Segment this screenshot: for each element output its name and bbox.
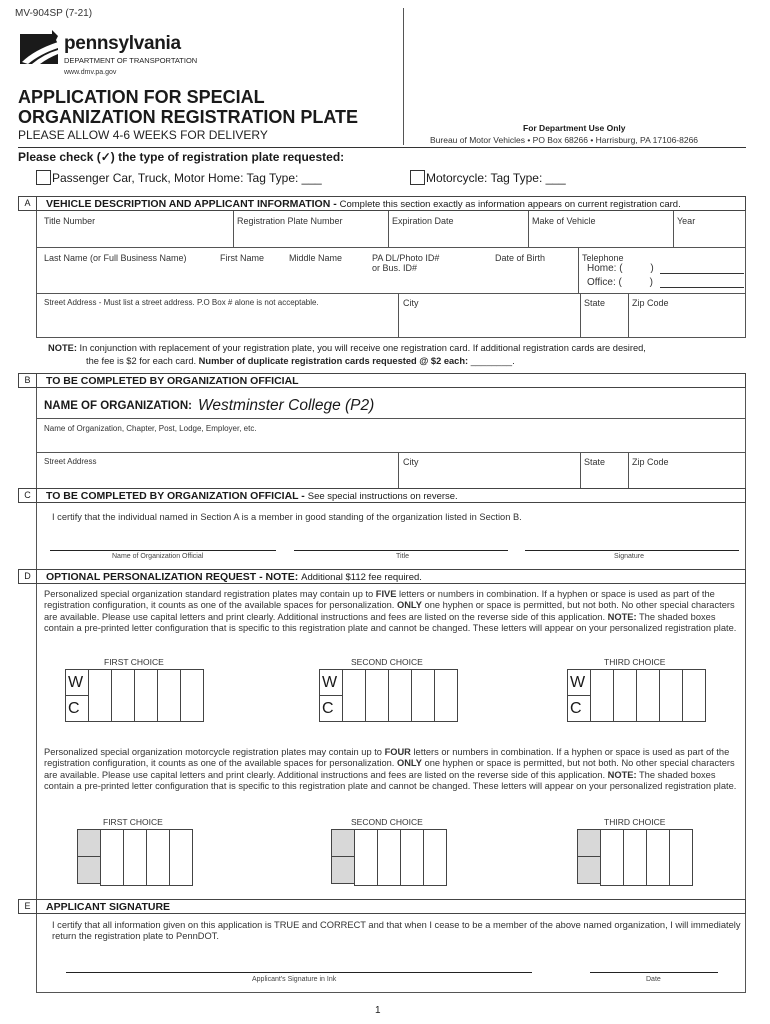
- motorcycle-third-choice-grid: [577, 829, 692, 885]
- char-box[interactable]: [180, 669, 204, 722]
- applicant-certify-text: I certify that all information given on this application is TRUE and CORRECT and that when I cease to be a member of the above named organization, I will immediately return the registration plate to PennDOT.: [52, 920, 741, 942]
- duplicate-cards-blank[interactable]: ________.: [468, 356, 515, 366]
- applicant-signature-line[interactable]: [66, 972, 532, 973]
- char-box[interactable]: [682, 669, 706, 722]
- standard-second-choice-label: SECOND CHOICE: [351, 657, 423, 667]
- motorcycle-third-choice-label: THIRD CHOICE: [604, 817, 666, 827]
- motorcycle-label: Motorcycle: Tag Type: ___: [426, 171, 566, 185]
- motorcycle-first-choice-grid: [77, 829, 192, 885]
- passenger-car-label: Passenger Car, Truck, Motor Home: Tag Type: ___: [52, 171, 322, 185]
- shaded-preprint-cell: [331, 856, 355, 884]
- char-box[interactable]: [169, 829, 193, 886]
- form-title-line1: APPLICATION FOR SPECIAL: [18, 87, 265, 107]
- dob-field[interactable]: Date of Birth: [495, 253, 546, 263]
- pennsylvania-logo: [18, 30, 60, 66]
- expiration-date-field[interactable]: Expiration Date: [392, 216, 454, 226]
- section-a-subtitle: Complete this section exactly as information appears on current registration card.: [339, 199, 681, 210]
- preprint-cell: W: [567, 669, 591, 696]
- char-box[interactable]: [423, 829, 447, 886]
- applicant-date-line[interactable]: [590, 972, 718, 973]
- motorcycle-plate-instructions: Personalized special organization motorcycle registration plates may contain up to FOUR letters or numbers in combination. If a hyphen or space is used as part of the registration configuration, it counts as one of the available spaces for personalization. ONLY one hyphen or space is permitted, but not both. No other special characters are available. Please use capital letters and print clearly. Additional instructions and fees are listed on the reverse side of this application. NOTE: The shaded boxes contain a pre-printed letter configuration that is specific to this registration plate and cannot be changed. These letters will appear on your personalized registration plate.: [44, 747, 737, 791]
- org-state-field[interactable]: State: [584, 457, 606, 467]
- org-name-sublabel: Name of Organization, Chapter, Post, Lodge, Employer, etc.: [44, 424, 257, 433]
- char-box[interactable]: [659, 669, 683, 722]
- preprint-cell: C: [65, 695, 89, 722]
- official-signature-label: Signature: [614, 553, 644, 560]
- section-d-subtitle: Additional $112 fee required.: [301, 572, 422, 583]
- org-name-label: NAME OF ORGANIZATION:: [44, 400, 192, 412]
- official-signature-line[interactable]: [525, 550, 739, 551]
- char-box[interactable]: [388, 669, 412, 722]
- section-c-title: TO BE COMPLETED BY ORGANIZATION OFFICIAL -: [46, 490, 308, 502]
- telephone-label: Telephone: [582, 253, 624, 263]
- preprint-cell: W: [65, 669, 89, 696]
- char-box[interactable]: [342, 669, 366, 722]
- section-e-title: APPLICANT SIGNATURE: [46, 901, 171, 913]
- section-d-title: OPTIONAL PERSONALIZATION REQUEST - NOTE:: [46, 571, 302, 583]
- applicant-date-label: Date: [646, 976, 661, 983]
- passenger-car-checkbox[interactable]: [36, 170, 51, 185]
- standard-second-choice-grid: [319, 669, 457, 721]
- standard-first-choice-grid: [65, 669, 203, 721]
- section-a-right-border: [745, 211, 746, 337]
- org-city-field[interactable]: City: [403, 457, 419, 467]
- char-box[interactable]: [134, 669, 158, 722]
- official-title-label: Title: [396, 553, 409, 560]
- page-number: 1: [375, 1005, 381, 1016]
- section-b-title: TO BE COMPLETED BY ORGANIZATION OFFICIAL: [46, 375, 299, 387]
- org-street-field[interactable]: Street Address: [44, 457, 97, 466]
- section-c-header: [18, 488, 746, 503]
- char-box[interactable]: [146, 829, 170, 886]
- char-box[interactable]: [354, 829, 378, 886]
- shaded-preprint-cell: [77, 829, 101, 857]
- logo-name: pennsylvania: [64, 33, 181, 54]
- official-name-line[interactable]: [50, 550, 276, 551]
- standard-plate-instructions: Personalized special organization standard registration plates may contain up to FIVE letters or numbers in combination. If a hyphen or space is used as part of the registration configuration, it counts as one of the available spaces for personalization. ONLY one hyphen or space is permitted, but not both. No other special characters are available. Please use capital letters and print clearly. Additional instructions and fees are listed on the reverse side of this application. NOTE: The shaded boxes contain a pre-printed letter configuration that is specific to this registration plate and cannot be changed. These letters will appear on your personalized registration plate.: [44, 589, 737, 633]
- standard-third-choice-label: THIRD CHOICE: [604, 657, 666, 667]
- header-divider: [403, 8, 404, 145]
- section-letter: C: [19, 489, 37, 502]
- note-label: NOTE:: [48, 343, 77, 353]
- preprint-cell: W: [319, 669, 343, 696]
- middle-name-field[interactable]: Middle Name: [289, 253, 343, 263]
- char-box[interactable]: [669, 829, 693, 886]
- applicant-signature-label: Applicant's Signature in Ink: [252, 976, 337, 983]
- motorcycle-second-choice-label: SECOND CHOICE: [351, 817, 423, 827]
- shaded-preprint-cell: [331, 829, 355, 857]
- section-letter: A: [19, 197, 37, 210]
- char-box[interactable]: [636, 669, 660, 722]
- motorcycle-first-choice-label: FIRST CHOICE: [103, 817, 163, 827]
- char-box[interactable]: [623, 829, 647, 886]
- preprint-cell: C: [319, 695, 343, 722]
- char-box[interactable]: [111, 669, 135, 722]
- char-box[interactable]: [613, 669, 637, 722]
- first-name-field[interactable]: First Name: [220, 253, 265, 263]
- form-title-line2: ORGANIZATION REGISTRATION PLATE: [18, 107, 358, 127]
- org-zip-field[interactable]: Zip Code: [632, 457, 669, 467]
- char-box[interactable]: [400, 829, 424, 886]
- char-box[interactable]: [590, 669, 614, 722]
- shaded-preprint-cell: [77, 856, 101, 884]
- char-box[interactable]: [157, 669, 181, 722]
- section-letter: B: [19, 374, 37, 387]
- dl-field-line1[interactable]: PA DL/Photo ID#: [372, 253, 440, 263]
- last-name-field[interactable]: Last Name (or Full Business Name): [44, 253, 187, 263]
- char-box[interactable]: [100, 829, 124, 886]
- char-box[interactable]: [88, 669, 112, 722]
- note-text-2: the fee is $2 for each card.: [86, 356, 199, 366]
- shaded-preprint-cell: [577, 856, 601, 884]
- replacement-note-line1: [48, 343, 646, 353]
- preprint-cell: C: [567, 695, 591, 722]
- city-field[interactable]: City: [403, 298, 419, 308]
- section-c-subtitle: See special instructions on reverse.: [307, 491, 458, 502]
- org-certify-text: I certify that the individual named in Section A is a member in good standing of the organization listed in Section B.: [52, 512, 522, 522]
- replacement-note-line2: [86, 356, 515, 366]
- shaded-preprint-cell: [577, 829, 601, 857]
- standard-first-choice-label: FIRST CHOICE: [104, 657, 164, 667]
- section-b-header: [18, 373, 746, 388]
- plate-type-question: Please check (✓) the type of registration plate requested:: [18, 150, 345, 164]
- note-duplicate-cards: Number of duplicate registration cards requested @ $2 each:: [198, 356, 469, 366]
- note-text-1: In conjunction with replacement of your registration plate, you will receive one registration card. If additional registration cards are desired,: [76, 343, 646, 353]
- char-box[interactable]: [600, 829, 624, 886]
- zip-field[interactable]: Zip Code: [632, 298, 669, 308]
- section-a-left-border: [36, 211, 37, 337]
- logo-url: www.dmv.pa.gov: [64, 69, 117, 76]
- dept-use-address: Bureau of Motor Vehicles • PO Box 68266 • Harrisburg, PA 17106-8266: [430, 135, 699, 145]
- dept-use-label: For Department Use Only: [523, 123, 626, 133]
- dl-field-line2: or Bus. ID#: [372, 263, 418, 273]
- char-box[interactable]: [411, 669, 435, 722]
- char-box[interactable]: [646, 829, 670, 886]
- year-field[interactable]: Year: [677, 216, 696, 226]
- title-number-field[interactable]: Title Number: [44, 216, 96, 226]
- section-a-title: VEHICLE DESCRIPTION AND APPLICANT INFORMATION -: [46, 198, 340, 210]
- section-letter: D: [19, 570, 37, 583]
- section-letter: E: [19, 900, 37, 913]
- char-box[interactable]: [123, 829, 147, 886]
- state-field[interactable]: State: [584, 298, 606, 308]
- delivery-note: PLEASE ALLOW 4-6 WEEKS FOR DELIVERY: [18, 128, 268, 142]
- motorcycle-second-choice-grid: [331, 829, 446, 885]
- section-e-header: [18, 899, 746, 914]
- section-a-header: [18, 196, 746, 211]
- form-number: MV-904SP (7-21): [15, 8, 93, 19]
- org-name-value[interactable]: Westminster College (P2): [198, 397, 375, 414]
- make-field[interactable]: Make of Vehicle: [532, 216, 596, 226]
- char-box[interactable]: [377, 829, 401, 886]
- char-box[interactable]: [365, 669, 389, 722]
- street-address-field[interactable]: Street Address - Must list a street address. P.O Box # alone is not acceptable.: [44, 298, 319, 307]
- home-phone-field[interactable]: Home: ( ): [587, 263, 654, 274]
- plate-number-field[interactable]: Registration Plate Number: [237, 216, 343, 226]
- motorcycle-checkbox[interactable]: [410, 170, 425, 185]
- char-box[interactable]: [434, 669, 458, 722]
- header-rule: [18, 147, 746, 148]
- logo-dept: DEPARTMENT OF TRANSPORTATION: [64, 56, 198, 65]
- official-title-line[interactable]: [294, 550, 508, 551]
- standard-third-choice-grid: [567, 669, 705, 721]
- section-d-header: [18, 569, 746, 584]
- official-name-label: Name of Organization Official: [112, 553, 204, 560]
- office-phone-field[interactable]: Office: ( ): [587, 277, 653, 288]
